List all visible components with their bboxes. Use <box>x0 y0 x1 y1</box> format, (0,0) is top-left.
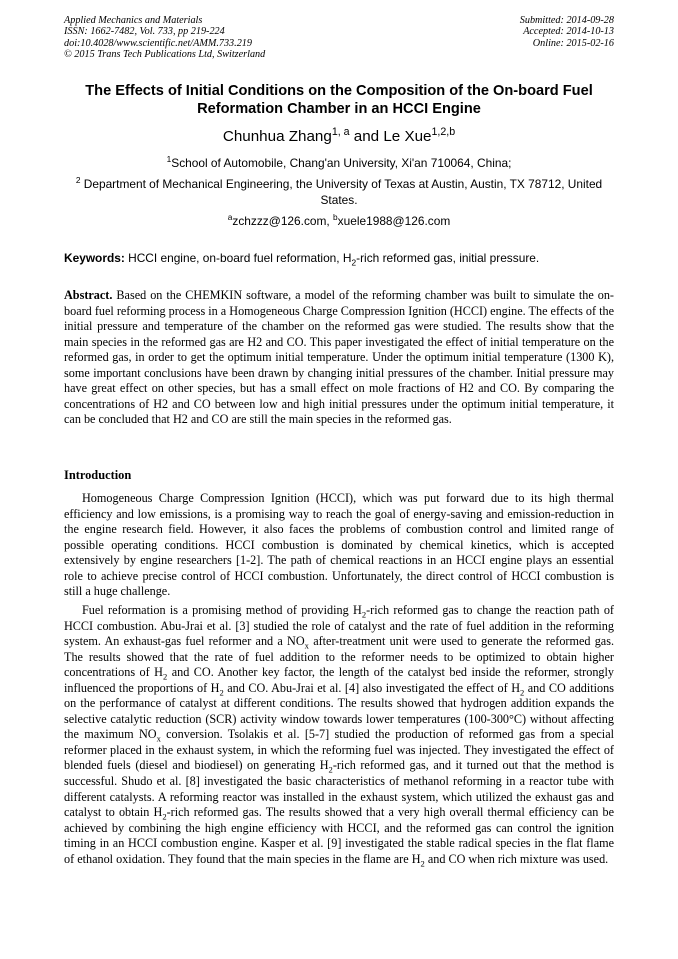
email-b: xuele1988@126.com <box>337 214 451 228</box>
author-2-sup: 1,2,b <box>431 125 456 138</box>
intro-p1-text: Homogeneous Charge Compression Ignition (HCCI), which was put forward due to its high thermal efficiency and low emissions, is a promising way to reach the goal of energy-saving and emission-reduction in the engine research field. However, it also faces the problems of combustion control and limited range of possible operating conditions. HCCI combustion is dominated by chemical kinetics, which is accepted extensively by engine researchers [1-2]. The path of chemical reactions in an HCCI engine plays an essential role to achieve precise control of HCCI combustion. Unfortunately, the direct control of HCCI combustion is still a huge challenge. <box>64 491 614 599</box>
p2-seg: and CO. Another key factor, the length of the catalyst bed inside the reformer, strongly influenced the proportions of H <box>64 665 614 695</box>
online-date: Online: 2015-02-16 <box>532 37 614 49</box>
journal-name: Applied Mechanics and Materials <box>64 15 203 26</box>
keywords <box>64 251 614 266</box>
author-1-sup: 1, a <box>331 125 350 138</box>
submitted-date: Submitted: 2014-09-28 <box>519 15 614 26</box>
p2-seg: Fuel reformation is a promising method of providing H <box>82 603 362 617</box>
copyright-line: © 2015 Trans Tech Publications Ltd, Switzerland <box>64 48 266 60</box>
sub-x: x <box>156 733 161 744</box>
email-a-sup: a <box>227 212 233 223</box>
author-and: and <box>349 128 384 145</box>
issn-line: ISSN: 1662-7482, Vol. 733, pp 219-224 <box>64 26 225 38</box>
p2-seg: conversion. Tsolakis et al. [5-7] studied the production of reformed gas from a special reformer placed in the exhaust system, in which the reforming fuel was injected. They investigated the effect of blended fuels (diesel and biodiesel) on generating H <box>64 727 614 773</box>
author-2: Le Xue <box>383 128 432 145</box>
sub-2: 2 <box>328 764 333 775</box>
sub-2: 2 <box>219 687 224 698</box>
affiliation-2 <box>58 177 620 208</box>
email-a: zchzzz@126.com, <box>232 214 334 228</box>
journal-header-right <box>520 15 614 49</box>
intro-p2-text <box>64 603 614 867</box>
p2-seg: and CO. Abu-Jrai et al. [4] also investigated the effect of H <box>223 680 520 695</box>
abstract <box>64 288 614 428</box>
email-b-sup: b <box>333 212 338 223</box>
author-line <box>40 125 638 146</box>
abstract-label: Abstract. <box>64 288 113 302</box>
keywords-label: Keywords: <box>64 251 125 265</box>
sub-2: 2 <box>520 687 525 698</box>
keywords-text-1: HCCI engine, on-board fuel reformation, H <box>124 251 352 265</box>
sub-x: x <box>304 640 309 651</box>
author-1: Chunhua Zhang <box>222 128 332 145</box>
affiliation-1 <box>58 156 620 172</box>
introduction-paragraph-2 <box>64 603 614 867</box>
introduction-paragraph-1 <box>64 491 614 600</box>
affiliation-1-sup: 1 <box>166 154 172 165</box>
sub-2: 2 <box>162 811 167 822</box>
p2-seg: -rich reformed gas, and it turned out that the method is successful. Shudo et al. [8] investigated the basic characteristics of methanol reforming in a reactor tube with different catalysts. A reforming reactor was installed in the exhaust system, which utilized the exhaust gas and catalyst to obtain H <box>64 758 614 820</box>
affiliation-2-text: Department of Mechanical Engineering, the University of Texas at Austin, Austin, TX 78712, United States. <box>80 177 603 207</box>
keywords-text-2: -rich reformed gas, initial pressure. <box>356 251 540 265</box>
p2-seg: and CO additions on the performance of catalyst at different conditions. The results showed that hydrogen addition expands the selective catalytic reduction (SCR) activity window towards lower temperatures (100-300°C) without affecting the maximum NO <box>64 680 614 742</box>
p2-seg: and CO when rich mixture was used. <box>424 851 609 866</box>
abstract-text: Based on the CHEMKIN software, a model of the reforming chamber was built to simulate the on-board fuel reforming process in a Homogeneous Charge Compression Ignition (HCCI) engine. The effects of the initial pressure and temperature of the chamber on the reformed gas were studied. The results show that the main species in the reformed gas are H2 and CO. This paper investigated the effect of initial temperature on the reformed gas, in order to get the optimum initial temperature. Under the optimum initial temperature (1300 K), some important conclusions have been drawn by changing initial pressures of the chamber. Initial pressure may have great effect on other species, but has a small effect on mole fractions of H2 and CO. By comparing the concentrations of H2 and CO between low and high initial pressures under the optimum initial temperature, it can be concluded that H2 and CO are still the main species in the reformed gas. <box>64 288 614 427</box>
doi-line: doi:10.4028/www.scientific.net/AMM.733.219 <box>64 37 252 49</box>
introduction-heading: Introduction <box>64 468 132 482</box>
p2-seg: after-treatment unit were used to generate the reformed gas. The results showed that the rate of fuel addition to the reformer needs to be optimized to obtain higher concentrations of H <box>64 634 615 680</box>
accepted-date: Accepted: 2014-10-13 <box>523 26 614 38</box>
p2-seg: -rich reformed gas to change the reaction path of HCCI combustion. Abu-Jrai et al. [3] studied the role of catalyst and the rate of fuel addition in the reforming system. An exhaust-gas fuel reformer and a NO <box>64 603 614 649</box>
affiliation-1-text: School of Automobile, Chang'an University, Xi'an 710064, China; <box>171 156 512 170</box>
journal-header-left <box>64 15 265 60</box>
paper-title: The Effects of Initial Conditions on the Composition of the On-board Fuel Reformation Chamber in an HCCI Engine <box>85 83 593 117</box>
sub-2: 2 <box>162 671 168 682</box>
sub-2: 2 <box>361 609 367 620</box>
affiliation-2-sup: 2 <box>75 175 81 186</box>
keywords-subscript: 2 <box>351 257 357 268</box>
sub-2: 2 <box>420 858 425 869</box>
author-emails <box>58 214 620 230</box>
p2-seg: -rich reformed gas. The results showed that a very high overall thermal efficiency can be achieved by combining the high engine efficiency with HCCI, and the reformed gas can control the ignition timing in an HCCI combustion engine. Kasper et al. [9] investigated the stable radical species in the flat flame of ethanol oxidation. They found that the main species in the flame are H <box>64 805 614 866</box>
